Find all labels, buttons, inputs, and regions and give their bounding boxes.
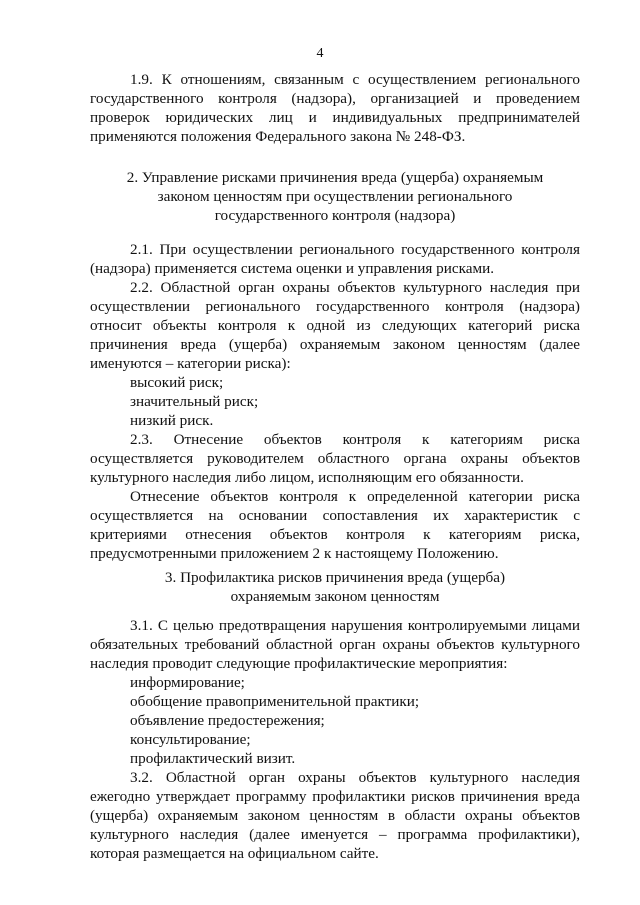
section-3-title <box>90 568 580 606</box>
section-3-body <box>90 616 580 863</box>
page-number: 4 <box>316 46 324 61</box>
list-item: низкий риск. <box>130 412 214 429</box>
section-title-line: 3. Профилактика рисков причинения вреда (ущерба) <box>164 569 506 586</box>
paragraph-2-2: 2.2. Областной орган охраны объектов культурного наследия при осуществлении регионального государственного контроля (надзора) относит объекты контроля к одной из следующих категорий риска причинения вреда (ущерба) охраняемым законом ценностям (далее именуются – категории риска): <box>90 279 580 372</box>
list-item: объявление предостережения; <box>130 712 325 729</box>
list-item: высокий риск; <box>130 374 224 391</box>
paragraph-2-3: 2.3. Отнесение объектов контроля к категориям риска осуществляется руководителем областного органа охраны объектов культурного наследия либо лицом, исполняющим его обязанности. <box>90 431 580 486</box>
paragraph-text: 1.9. К отношениям, связанным с осуществлением регионального государственного контроля (надзора), организацией и проведением проверок юридических лиц и индивидуальных предпринимателей применяются положения Федерального закона № 248-ФЗ. <box>90 71 580 145</box>
list-item: информирование; <box>130 674 245 691</box>
paragraph-3-2: 3.2. Областной орган охраны объектов культурного наследия ежегодно утверждает программу профилактики рисков причинения вреда (ущерба) охраняемым законом ценностям в области охраны объектов культурного наследия (далее именуется – программа профилактики), которая размещается на официальном сайте. <box>90 769 580 862</box>
paragraph-2-3b: Отнесение объектов контроля к определенной категории риска осуществляется на основании сопоставления их характеристик с критериями отнесения объектов контроля к категориям риска, предусмотренными приложением 2 к настоящему Положению. <box>90 488 580 562</box>
section-title-line: законом ценностям при осуществлении регионального <box>157 188 513 205</box>
list-item: профилактический визит. <box>130 750 296 767</box>
paragraph-2-1: 2.1. При осуществлении регионального государственного контроля (надзора) применяется система оценки и управления рисками. <box>90 241 580 277</box>
paragraph-1-9 <box>90 70 580 146</box>
list-item: значительный риск; <box>130 393 259 410</box>
paragraph-3-1: 3.1. С целью предотвращения нарушения контролируемыми лицами обязательных требований областной орган охраны объектов культурного наследия проводит следующие профилактические мероприятия: <box>90 617 580 672</box>
section-2-body <box>90 240 580 563</box>
section-title-line: охраняемым законом ценностям <box>230 588 440 605</box>
section-title-line: государственного контроля (надзора) <box>214 207 456 224</box>
list-item: обобщение правоприменительной практики; <box>130 693 420 710</box>
section-2-title <box>90 168 580 225</box>
list-item: консультирование; <box>130 731 251 748</box>
section-title-line: 2. Управление рисками причинения вреда (ущерба) охраняемым <box>126 169 544 186</box>
